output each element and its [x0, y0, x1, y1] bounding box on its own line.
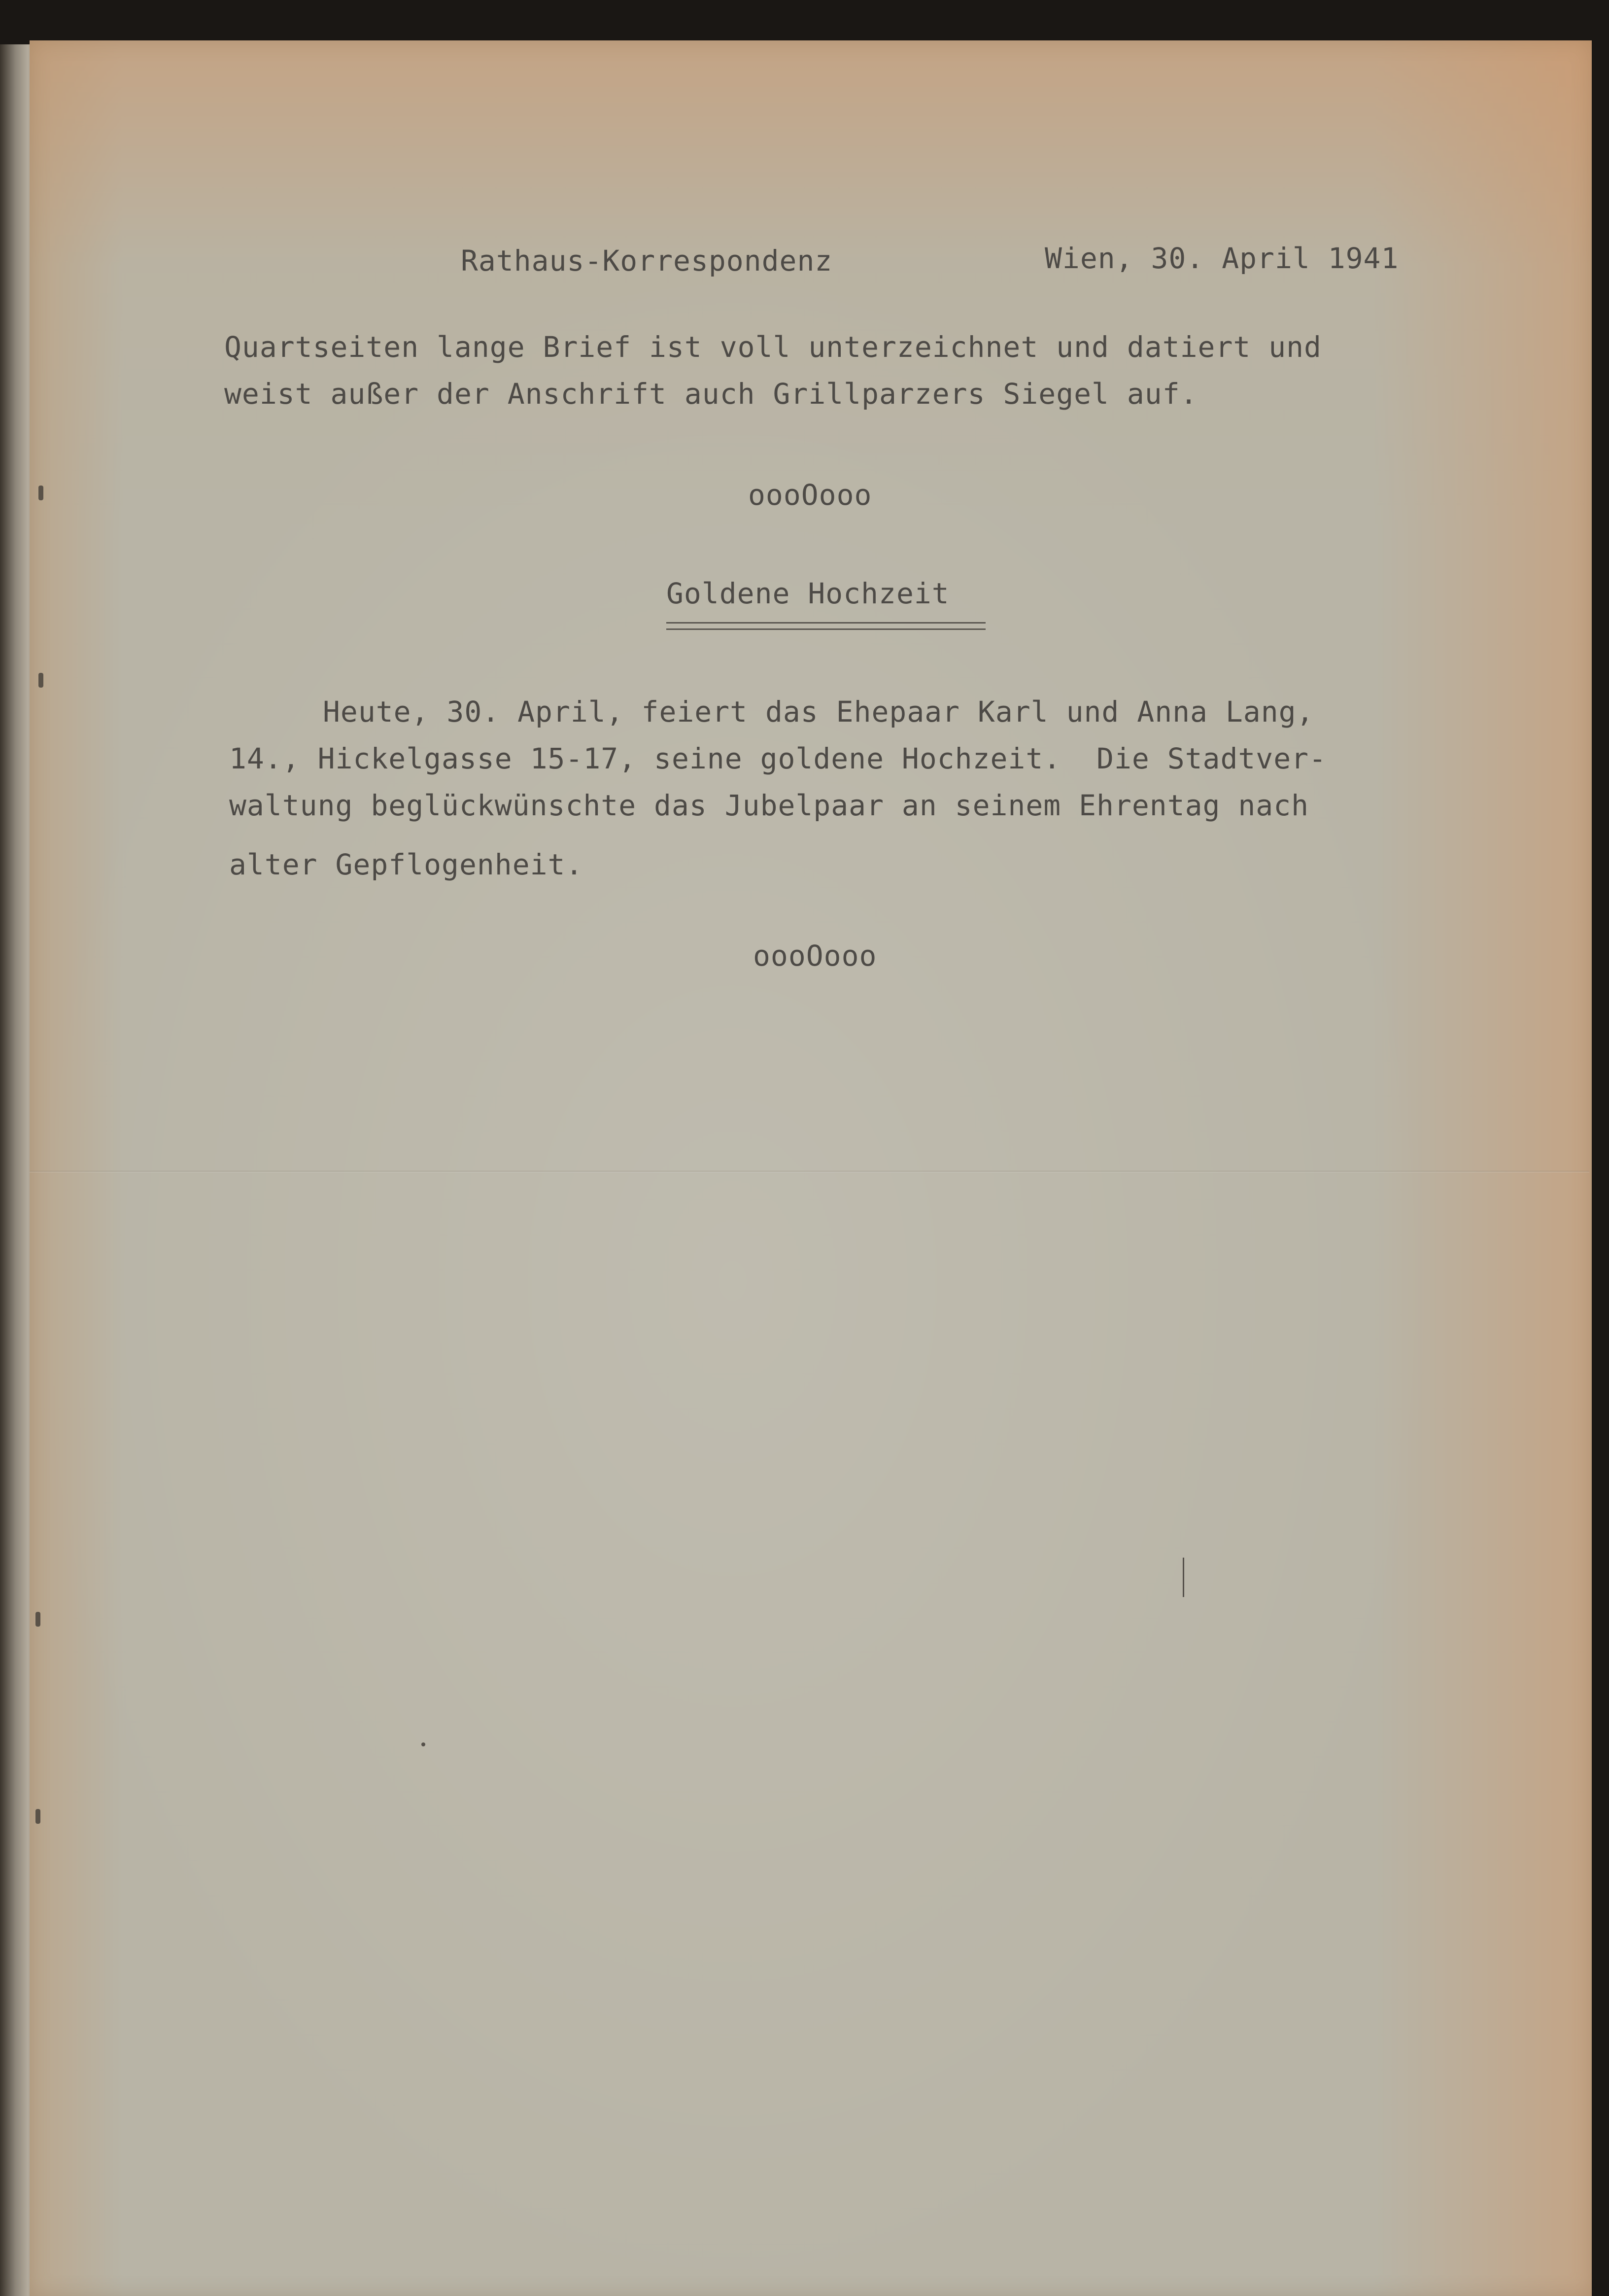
- paper-blemish: [1183, 1558, 1184, 1597]
- page-fold-line: [30, 1171, 1589, 1173]
- binding-stitch-mark: [35, 1612, 40, 1627]
- continued-text-line-1: Quartseiten lange Brief ist voll unterzeichnet und datiert und: [224, 330, 1322, 364]
- header-place-date: Wien, 30. April 1941: [1045, 242, 1399, 275]
- article-line-2: 14., Hickelgasse 15-17, seine goldene Hochzeit. Die Stadtver-: [229, 742, 1327, 775]
- article-line-3: waltung beglückwünschte das Jubelpaar an seinem Ehrentag nach: [229, 789, 1309, 822]
- section-separator: oooOooo: [753, 939, 877, 973]
- article-line-4: alter Gepflogenheit.: [229, 848, 583, 881]
- continued-text-line-2: weist außer der Anschrift auch Grillparzers Siegel auf.: [224, 377, 1198, 411]
- article-line-1: Heute, 30. April, feiert das Ehepaar Karl und Anna Lang,: [323, 695, 1314, 729]
- binding-stitch-mark: [38, 486, 43, 500]
- article-title-double-underline: [666, 622, 986, 630]
- binding-stitch-mark: [35, 1809, 40, 1824]
- paper-blemish: [421, 1742, 425, 1746]
- section-separator: oooOooo: [748, 478, 872, 512]
- article-title: Goldene Hochzeit: [666, 577, 950, 610]
- binding-stitch-mark: [38, 673, 43, 688]
- header-source: Rathaus-Korrespondenz: [461, 244, 833, 278]
